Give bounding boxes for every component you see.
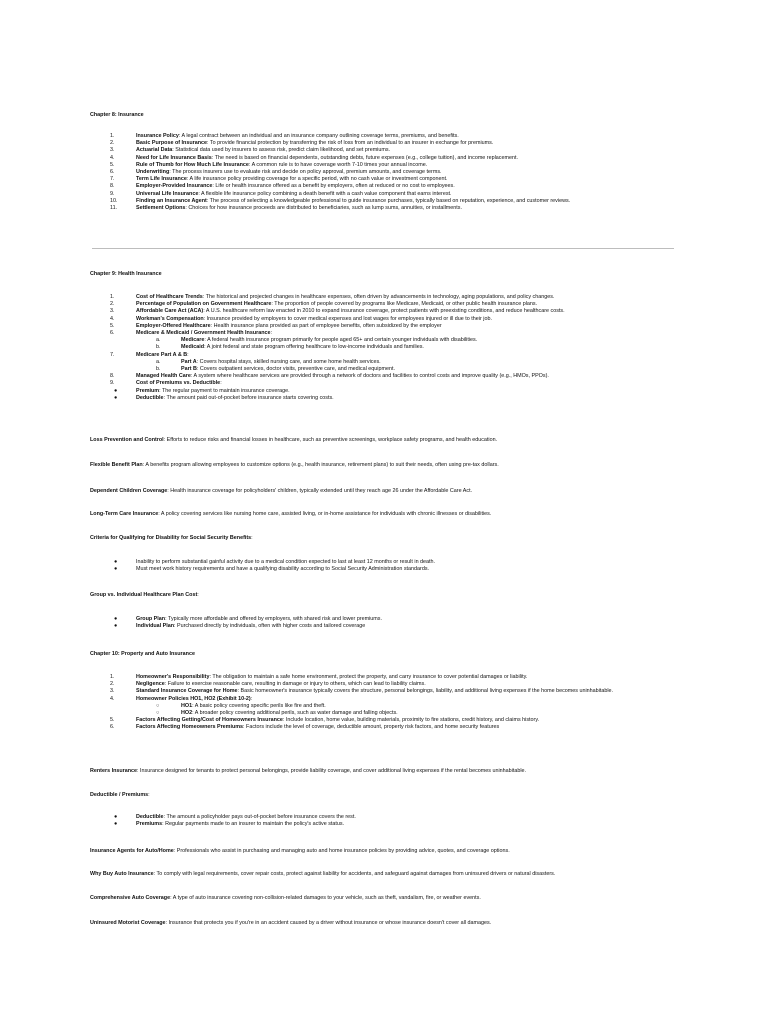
list-item-text	[136, 821, 676, 828]
term-definition: : A flexible life insurance policy combining a death benefit with a cash value component that earns interest.	[198, 190, 452, 197]
list-item-text	[136, 191, 676, 198]
term-label: Insurance Policy	[136, 133, 179, 139]
term-definition: :	[250, 695, 253, 702]
list-item-text	[136, 566, 676, 573]
bullet-text: Inability to perform substantial gainful activity due to a medical condition expected to last at least 12 months or result in death.	[136, 559, 436, 565]
list-marker: 3.	[110, 688, 115, 695]
ssdi-criteria-list	[90, 559, 690, 573]
term-label: Underwriting	[136, 169, 170, 176]
term-definition: : A U.S. healthcare reform law enacted in 2010 to expand insurance coverage, protect patients with preexisting conditions, and reduce healthcare costs.	[203, 308, 565, 315]
ssdi-heading	[90, 535, 690, 542]
sub-list-item	[90, 359, 690, 366]
term-label: Group Plan	[136, 616, 166, 622]
term-definition: : The obligation to maintain a safe home environment, protect the property, and carry insurance to cover potential damages or liability.	[209, 674, 528, 680]
list-item	[90, 696, 690, 703]
list-marker: ●	[114, 394, 118, 401]
term-definition: : A system where healthcare services are provided through a network of doctors and facilities to control costs and improve quality (e.g., HMOs, PPOs).	[190, 373, 549, 380]
list-marker: 11.	[110, 205, 118, 212]
list-item-text	[181, 710, 681, 717]
dependent-children-def: : Health insurance coverage for policyholders' children, typically extended until they reach age 26 under the Affordable Care Act.	[167, 488, 473, 494]
term-label: Actuarial Data	[136, 147, 173, 154]
term-definition: : A federal health insurance program primarily for people aged 65+ and certain younger individuals with disabilities.	[204, 337, 478, 344]
term-label: Cost of Healthcare Trends	[136, 294, 203, 300]
term-definition: :	[270, 330, 273, 337]
loss-prevention-paragraph	[90, 437, 690, 444]
term-label: Deductible	[136, 814, 164, 820]
list-item	[90, 566, 690, 573]
list-item	[90, 724, 690, 731]
uninsured-term: Uninsured Motorist Coverage	[90, 920, 166, 926]
list-marker: 7.	[110, 351, 115, 358]
term-definition: : A life insurance policy providing coverage for a specific period, with no cash value or investment component.	[186, 176, 448, 183]
list-item	[90, 688, 690, 695]
list-item	[90, 147, 690, 154]
term-definition: : A joint federal and state program offering healthcare to low-income individuals and families.	[204, 344, 424, 351]
term-label: Factors Affecting Homeowners Premiums	[136, 724, 244, 731]
list-marker: 2.	[110, 681, 115, 688]
list-item	[90, 205, 690, 212]
term-label: Part A	[181, 358, 197, 365]
chapter-10-heading: Chapter 10: Property and Auto Insurance	[90, 651, 195, 657]
list-marker: 1.	[110, 674, 115, 680]
comprehensive-term: Comprehensive Auto Coverage	[90, 895, 171, 901]
list-item-text	[136, 717, 676, 724]
list-item-text	[136, 330, 676, 337]
list-item-text	[136, 147, 676, 154]
term-definition: : The process of selecting a knowledgeable professional to guide insurance purchases, typically based on reputation, experience, and customer reviews.	[206, 197, 571, 204]
term-definition: :	[220, 380, 222, 387]
term-definition: : Regular payments made to an insurer to maintain the policy's active status.	[162, 821, 345, 828]
term-label: Deductible	[136, 394, 164, 401]
sub-list-item	[90, 344, 690, 351]
term-label: Premiums	[136, 821, 163, 828]
term-definition: : Factors include the level of coverage, deductible amount, property risk factors, and home security features	[243, 724, 500, 731]
list-item-text	[136, 140, 676, 147]
list-item	[90, 395, 690, 402]
term-label: Need for Life Insurance Basis	[136, 154, 212, 161]
term-definition: : A broader policy covering additional perils, such as water damage and falling objects.	[192, 710, 398, 717]
dependent-children-term: Dependent Children Coverage	[90, 488, 168, 494]
why-auto-def: : To comply with legal requirements, cover repair costs, protect against liability for accidents, and safeguard against damages from uninsured drivers or natural disasters.	[153, 871, 556, 877]
group-heading-colon: :	[197, 592, 199, 598]
flexible-benefit-term: Flexible Benefit Plan	[90, 462, 143, 468]
term-definition: :	[187, 351, 189, 358]
list-item	[90, 323, 690, 330]
long-term-care-paragraph	[90, 511, 690, 518]
list-item	[90, 352, 690, 359]
list-marker: ●	[114, 623, 118, 630]
list-marker: 8.	[110, 183, 115, 190]
term-label: Homeowner Policies HO1, HO2 (Exhibit 10-2)	[136, 695, 251, 702]
list-item	[90, 301, 690, 308]
deductible-premiums-list	[90, 814, 690, 828]
list-item-text	[136, 352, 676, 359]
renters-def: : Insurance designed for tenants to protect personal belongings, provide liability coverage, and cover additional living expenses if the rental becomes uninhabitable.	[137, 768, 527, 774]
uninsured-def: : Insurance that protects you if you're in an accident caused by a driver without insurance or whose insurance doesn't cover all damages.	[165, 920, 492, 926]
list-item-text	[136, 198, 676, 205]
term-label: Medicare & Medicaid / Government Health Insurance	[136, 330, 271, 337]
list-item-text	[181, 359, 681, 366]
list-item	[90, 316, 690, 323]
group-plan-list	[90, 616, 690, 630]
list-marker: ●	[114, 814, 118, 820]
bullet-text: Must meet work history requirements and have a qualifying disability according to Social Security Administration standards.	[136, 566, 430, 573]
list-item-text	[136, 623, 676, 630]
term-definition: : Health insurance plans provided as part of employee benefits, often subsidized by the employer	[210, 322, 442, 329]
list-item	[90, 183, 690, 190]
list-item-text	[136, 294, 676, 301]
list-marker: 8.	[110, 373, 115, 380]
term-definition: : The process insurers use to evaluate risk and decide on policy approval, premium amounts, and coverage terms.	[169, 169, 442, 176]
sub-list-item	[90, 703, 690, 710]
term-definition: : The historical and projected changes in healthcare expenses, often driven by advancements in technology, aging populations, and policy changes.	[202, 294, 555, 300]
term-label: Settlement Options	[136, 205, 186, 212]
term-definition: : The regular payment to maintain insurance coverage.	[159, 387, 290, 394]
list-item	[90, 380, 690, 387]
list-item-text	[181, 337, 681, 344]
list-marker: 9.	[110, 380, 115, 387]
term-label: Individual Plan	[136, 623, 175, 630]
term-label: Part B	[181, 366, 197, 373]
list-item-text	[136, 388, 676, 395]
list-item-text	[136, 696, 676, 703]
list-item-text	[136, 162, 676, 169]
term-label: Medicaid	[181, 344, 205, 351]
list-item-text	[136, 323, 676, 330]
term-label: Term Life Insurance	[136, 176, 187, 183]
term-definition: : Typically more affordable and offered by employers, with shared risk and lower premiums.	[165, 616, 382, 622]
list-item-text	[136, 724, 676, 731]
term-label: Negligence	[136, 681, 165, 688]
list-item	[90, 330, 690, 337]
insurance-agents-paragraph	[90, 848, 690, 855]
term-definition: : Include location, home value, building materials, proximity to fire stations, credit history, and claims history.	[282, 717, 540, 724]
list-item	[90, 681, 690, 688]
list-item-text	[136, 176, 676, 183]
term-definition: : The proportion of people covered by programs like Medicare, Medicaid, or other public health insurance plans.	[271, 301, 538, 308]
list-marker: ●	[114, 387, 118, 394]
long-term-care-term: Long-Term Care Insurance	[90, 511, 159, 517]
list-marker: ●	[114, 616, 118, 622]
list-item-text	[181, 344, 681, 351]
chapter-9-list	[90, 294, 690, 402]
term-definition: : Basic homeowner's insurance typically covers the structure, personal belongings, liability, and additional living expenses if the home becomes uninhabitable.	[237, 688, 614, 695]
list-item-text	[136, 205, 676, 212]
term-definition: : Purchased directly by individuals, often with higher costs and tailored coverage	[174, 623, 366, 630]
list-marker: 5.	[110, 161, 115, 168]
uninsured-motorist-paragraph	[90, 920, 690, 927]
comprehensive-def: : A type of auto insurance covering non-collision-related damages to your vehicle, such as theft, vandalism, fire, or weather events.	[170, 895, 481, 901]
group-vs-individual-heading	[90, 592, 690, 599]
list-marker: 1.	[110, 294, 115, 300]
list-item	[90, 162, 690, 169]
list-item-text	[136, 169, 676, 176]
term-label: Affordable Care Act (ACA)	[136, 308, 204, 315]
term-definition: : The amount a policyholder pays out-of-pocket before insurance covers the rest.	[163, 814, 356, 820]
term-definition: : Choices for how insurance proceeds are distributed to beneficiaries, such as lump sums, annuities, or installments.	[185, 205, 462, 212]
list-marker: b.	[156, 366, 161, 373]
term-definition: : Covers outpatient services, doctor visits, preventive care, and medical equipment.	[196, 366, 395, 373]
term-label: Medicare	[181, 337, 205, 344]
term-definition: : To provide financial protection by transferring the risk of loss from an individual to an insurer in exchange for premiums.	[207, 140, 494, 147]
list-marker: 3.	[110, 147, 115, 154]
term-label: Factors Affecting Getting/Cost of Homeowners Insurance	[136, 717, 283, 724]
list-item-text	[136, 674, 676, 681]
list-marker: a.	[156, 337, 161, 344]
list-item	[90, 176, 690, 183]
list-marker: b.	[156, 344, 161, 351]
flexible-benefit-def: : A benefits program allowing employees to customize options (e.g., health insurance, retirement plans) to suit their needs, often using pre-tax dollars.	[142, 462, 499, 468]
term-label: Cost of Premiums vs. Deductible	[136, 380, 221, 387]
list-marker: 6.	[110, 724, 115, 731]
term-label: Universal Life Insurance	[136, 190, 199, 197]
list-item	[90, 373, 690, 380]
term-label: Premium	[136, 387, 160, 394]
term-definition: : Statistical data used by insurers to assess risk, predict claim likelihood, and set premiums.	[172, 147, 391, 154]
horizontal-divider	[92, 248, 674, 249]
list-marker: ○	[156, 710, 160, 717]
term-definition: : The amount paid out-of-pocket before insurance starts covering costs.	[163, 394, 334, 401]
term-definition: : Life or health insurance offered as a benefit by employers, often at reduced or no cost to employees.	[212, 183, 455, 190]
loss-prevention-term: Loss Prevention and Control	[90, 437, 164, 443]
list-marker: 6.	[110, 330, 115, 337]
ssdi-heading-colon: :	[251, 535, 253, 541]
list-item-text	[181, 366, 681, 373]
list-item-text	[136, 616, 676, 623]
list-item	[90, 169, 690, 176]
term-label: HO1	[181, 702, 193, 709]
list-item	[90, 616, 690, 623]
list-item	[90, 821, 690, 828]
term-label: Basic Purpose of Insurance	[136, 140, 207, 147]
chapter-8-heading: Chapter 8: Insurance	[90, 112, 144, 118]
term-label: Percentage of Population on Government Healthcare	[136, 301, 272, 308]
list-marker: 9.	[110, 190, 115, 197]
list-marker: 4.	[110, 695, 115, 702]
sub-list-item	[90, 710, 690, 717]
term-definition: : A legal contract between an individual and an insurance company outlining coverage terms, premiums, and benefits.	[178, 133, 459, 139]
list-item-text	[136, 373, 676, 380]
list-marker: 10.	[110, 197, 118, 204]
term-label: Finding an Insurance Agent	[136, 197, 207, 204]
list-marker: 2.	[110, 301, 115, 308]
list-item	[90, 388, 690, 395]
term-definition: : Covers hospital stays, skilled nursing care, and some home health services.	[196, 358, 381, 365]
flexible-benefit-paragraph	[90, 462, 690, 469]
list-marker: 2.	[110, 140, 115, 147]
term-label: Employer-Offered Healthcare	[136, 322, 211, 329]
list-marker: ●	[114, 559, 118, 565]
list-marker: ○	[156, 702, 160, 709]
list-marker: a.	[156, 358, 161, 365]
list-item	[90, 191, 690, 198]
term-label: Managed Health Care	[136, 373, 191, 380]
list-item-text	[136, 133, 676, 140]
list-marker: 1.	[110, 133, 115, 139]
list-item-text	[136, 380, 676, 387]
sub-list-item	[90, 337, 690, 344]
term-label: HO2	[181, 710, 193, 717]
renters-insurance-paragraph	[90, 768, 690, 775]
list-item-text	[136, 395, 676, 402]
list-marker: 5.	[110, 717, 115, 724]
term-label: Rule of Thumb for How Much Life Insurance	[136, 161, 249, 168]
loss-prevention-def: : Efforts to reduce risks and financial losses in healthcare, such as preventive screenings, workplace safety programs, and health education.	[163, 437, 498, 443]
list-item-text	[136, 301, 676, 308]
chapter-8-list	[90, 133, 690, 212]
chapter-9-heading: Chapter 9: Health Insurance	[90, 271, 162, 277]
term-definition: : Failure to exercise reasonable care, resulting in damage or injury to others, which can lead to liability claims.	[164, 681, 426, 688]
long-term-care-def: : A policy covering services like nursing home care, assisted living, or in-home assistance for individuals with chronic illnesses or disabilities.	[158, 511, 492, 517]
list-marker: 4.	[110, 315, 115, 322]
renters-term: Renters Insurance	[90, 768, 138, 774]
term-label: Standard Insurance Coverage for Home	[136, 688, 238, 695]
term-label: Medicare Part A & B	[136, 351, 188, 358]
list-item-text	[136, 688, 676, 695]
sub-list-item	[90, 366, 690, 373]
list-item	[90, 814, 690, 821]
deductible-heading-text: Deductible / Premiums	[90, 792, 149, 798]
list-item	[90, 198, 690, 205]
ssdi-heading-text: Criteria for Qualifying for Disability for Social Security Benefits	[90, 535, 252, 541]
list-marker: 5.	[110, 322, 115, 329]
list-item-text	[136, 155, 676, 162]
term-definition: : A common rule is to have coverage worth 7-10 times your annual income.	[248, 161, 428, 168]
list-item	[90, 294, 690, 301]
agents-term: Insurance Agents for Auto/Home	[90, 848, 174, 854]
list-marker: ●	[114, 821, 118, 828]
list-item	[90, 308, 690, 315]
deductible-heading-colon: :	[148, 792, 150, 798]
comprehensive-auto-paragraph	[90, 895, 690, 902]
dependent-children-paragraph	[90, 488, 690, 495]
chapter-10-list	[90, 674, 690, 732]
agents-def: : Professionals who assist in purchasing and managing auto and home insurance policies by providing advice, quotes, and coverage options.	[173, 848, 510, 854]
list-marker: 7.	[110, 176, 115, 183]
term-definition: : Insurance provided by employers to cover medical expenses and lost wages for employees injured or ill due to their job.	[203, 315, 492, 322]
list-item-text	[136, 308, 676, 315]
list-item-text	[136, 814, 676, 821]
list-item-text	[136, 681, 676, 688]
list-item-text	[181, 703, 681, 710]
deductible-premiums-heading	[90, 792, 690, 799]
list-item	[90, 559, 690, 566]
list-marker: 3.	[110, 308, 115, 315]
list-item	[90, 674, 690, 681]
list-item-text	[136, 316, 676, 323]
group-heading-text: Group vs. Individual Healthcare Plan Cost	[90, 592, 198, 598]
list-item	[90, 623, 690, 630]
why-auto-term: Why Buy Auto Insurance	[90, 871, 154, 877]
list-item	[90, 140, 690, 147]
list-item-text	[136, 559, 676, 566]
list-item-text	[136, 183, 676, 190]
term-label: Homeowner's Responsibility	[136, 674, 210, 680]
list-item	[90, 155, 690, 162]
list-marker: ●	[114, 566, 118, 573]
term-label: Employer-Provided Insurance	[136, 183, 213, 190]
list-marker: 4.	[110, 154, 115, 161]
why-buy-auto-paragraph	[90, 871, 690, 878]
list-marker: 6.	[110, 169, 115, 176]
list-item	[90, 717, 690, 724]
term-label: Workman's Compensation	[136, 315, 204, 322]
term-definition: : A basic policy covering specific perils like fire and theft.	[192, 702, 326, 709]
term-definition: : The need is based on financial dependents, outstanding debts, future expenses (e.g., college tuition), and income replacement.	[211, 154, 518, 161]
list-item	[90, 133, 690, 140]
